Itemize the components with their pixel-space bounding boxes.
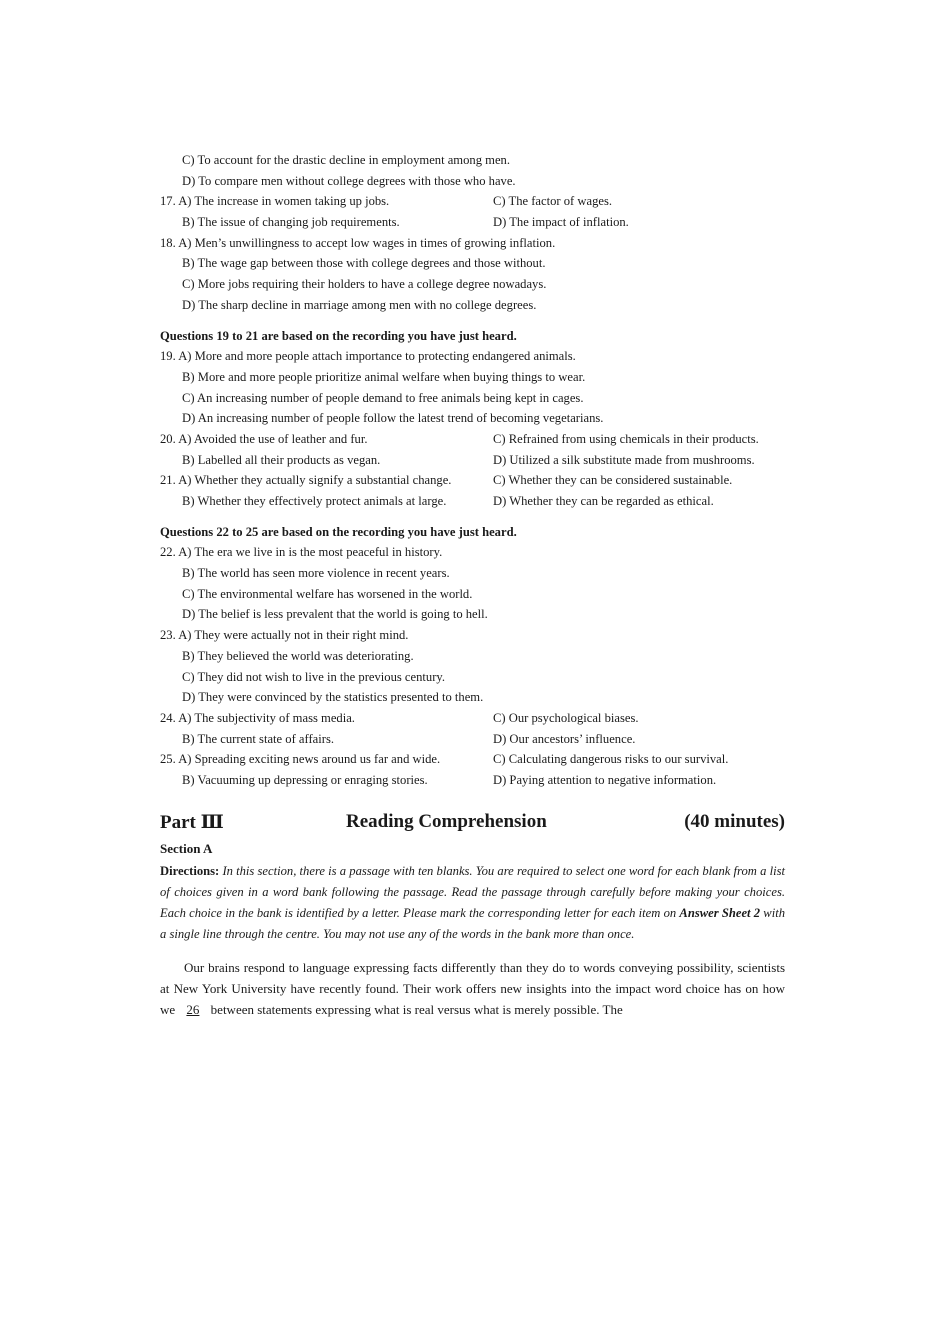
option-16-c: C) To account for the drastic decline in employment among men. bbox=[182, 153, 510, 167]
question-20-row-1 bbox=[160, 429, 785, 450]
option-17-a: 17. A) The increase in women taking up jobs. bbox=[160, 194, 390, 209]
option-20-b: B) Labelled all their products as vegan. bbox=[182, 452, 381, 467]
option-18-c: C) More jobs requiring their holders to have a college degree nowadays. bbox=[182, 277, 547, 292]
question-21-row-2 bbox=[160, 491, 785, 512]
option-20-a: 20. A) Avoided the use of leather and fur. bbox=[160, 431, 368, 446]
option-25-b: B) Vacuuming up depressing or enraging stories. bbox=[182, 772, 428, 787]
directions-text-2: with a single line through the centre. You may not use any of the words in the bank more than once. bbox=[160, 905, 785, 941]
question-24-row-2 bbox=[160, 729, 785, 750]
blank-26: 26 bbox=[186, 1001, 200, 1017]
option-18-d: D) The sharp decline in marriage among men with no college degrees. bbox=[182, 297, 537, 312]
section-label: Section A bbox=[160, 840, 213, 856]
option-24-a: 24. A) The subjectivity of mass media. bbox=[160, 710, 355, 725]
option-21-a: 21. A) Whether they actually signify a substantial change. bbox=[160, 473, 452, 488]
option-23-c: C) They did not wish to live in the previous century. bbox=[182, 669, 446, 684]
question-25-row-1 bbox=[160, 749, 785, 770]
option-19-a: 19. A) More and more people attach importance to protecting endangered animals. bbox=[160, 349, 576, 364]
option-22-a: 22. A) The era we live in is the most peaceful in history. bbox=[160, 545, 443, 560]
option-19-b: B) More and more people prioritize animal welfare when buying things to wear. bbox=[182, 369, 586, 384]
passage-text-2: between statements expressing what is real versus what is merely possible. The bbox=[207, 1001, 623, 1017]
option-24-d: D) Our ancestors’ influence. bbox=[493, 731, 636, 746]
exam-page bbox=[160, 150, 785, 1020]
option-25-a: 25. A) Spreading exciting news around us far and wide. bbox=[160, 752, 441, 767]
option-23-b: B) They believed the world was deteriorating. bbox=[182, 648, 414, 663]
question-20-row-2 bbox=[160, 450, 785, 471]
heading-questions-19-21: Questions 19 to 21 are based on the recording you have just heard. bbox=[160, 328, 517, 343]
directions-label: Directions: bbox=[160, 863, 220, 878]
question-24-row-1 bbox=[160, 708, 785, 729]
part-time: (40 minutes) bbox=[684, 810, 785, 832]
directions-paragraph bbox=[160, 861, 785, 945]
option-18-b: B) The wage gap between those with college degrees and those without. bbox=[182, 256, 546, 271]
question-21-row-1 bbox=[160, 470, 785, 491]
option-19-c: C) An increasing number of people demand to free animals being kept in cages. bbox=[182, 390, 584, 405]
option-17-c: C) The factor of wages. bbox=[493, 194, 613, 209]
option-21-c: C) Whether they can be considered sustainable. bbox=[493, 473, 733, 488]
question-17-row-1 bbox=[160, 191, 785, 212]
option-24-b: B) The current state of affairs. bbox=[182, 731, 334, 746]
option-25-d: D) Paying attention to negative information. bbox=[493, 772, 717, 787]
answer-sheet-ref: Answer Sheet 2 bbox=[679, 905, 761, 920]
part-label: Part Ⅲ bbox=[160, 811, 224, 833]
option-23-a: 23. A) They were actually not in their right mind. bbox=[160, 628, 409, 643]
option-21-d: D) Whether they can be regarded as ethical. bbox=[493, 494, 714, 508]
question-17-row-2 bbox=[160, 212, 785, 233]
question-25-row-2 bbox=[160, 770, 785, 791]
option-21-b: B) Whether they effectively protect animals at large. bbox=[182, 494, 447, 508]
option-23-d: D) They were convinced by the statistics presented to them. bbox=[182, 690, 484, 705]
option-22-b: B) The world has seen more violence in recent years. bbox=[182, 566, 450, 581]
option-17-b: B) The issue of changing job requirements. bbox=[182, 215, 400, 230]
option-17-d: D) The impact of inflation. bbox=[493, 215, 629, 230]
option-24-c: C) Our psychological biases. bbox=[493, 710, 639, 725]
part-header bbox=[160, 805, 785, 835]
passage-text-1: Our brains respond to language expressing facts differently than they do to words conveying possibility, scientists at New York University have recently found. Their work offers new insights into the impact word choice has on how we bbox=[160, 959, 785, 1017]
option-19-d: D) An increasing number of people follow the latest trend of becoming vegetarians. bbox=[182, 411, 604, 426]
option-20-c: C) Refrained from using chemicals in their products. bbox=[493, 431, 759, 446]
option-25-c: C) Calculating dangerous risks to our survival. bbox=[493, 752, 729, 767]
option-16-d: D) To compare men without college degrees with those who have. bbox=[182, 173, 516, 188]
option-22-d: D) The belief is less prevalent that the world is going to hell. bbox=[182, 607, 488, 622]
option-20-d: D) Utilized a silk substitute made from mushrooms. bbox=[493, 452, 755, 467]
option-18-a: 18. A) Men’s unwillingness to accept low wages in times of growing inflation. bbox=[160, 235, 556, 250]
passage-paragraph bbox=[160, 957, 785, 1020]
part-title: Reading Comprehension bbox=[346, 810, 547, 832]
directions-text-1: In this section, there is a passage with ten blanks. You are required to select one word for each blank from a list of choices given in a word bank following the passage. Read the passage through carefully before making your choices. Each choice in the bank is identified by a letter. Please mark the corresponding letter for each item on bbox=[160, 863, 785, 920]
heading-questions-22-25: Questions 22 to 25 are based on the recording you have just heard. bbox=[160, 524, 517, 539]
option-22-c: C) The environmental welfare has worsened in the world. bbox=[182, 586, 473, 601]
